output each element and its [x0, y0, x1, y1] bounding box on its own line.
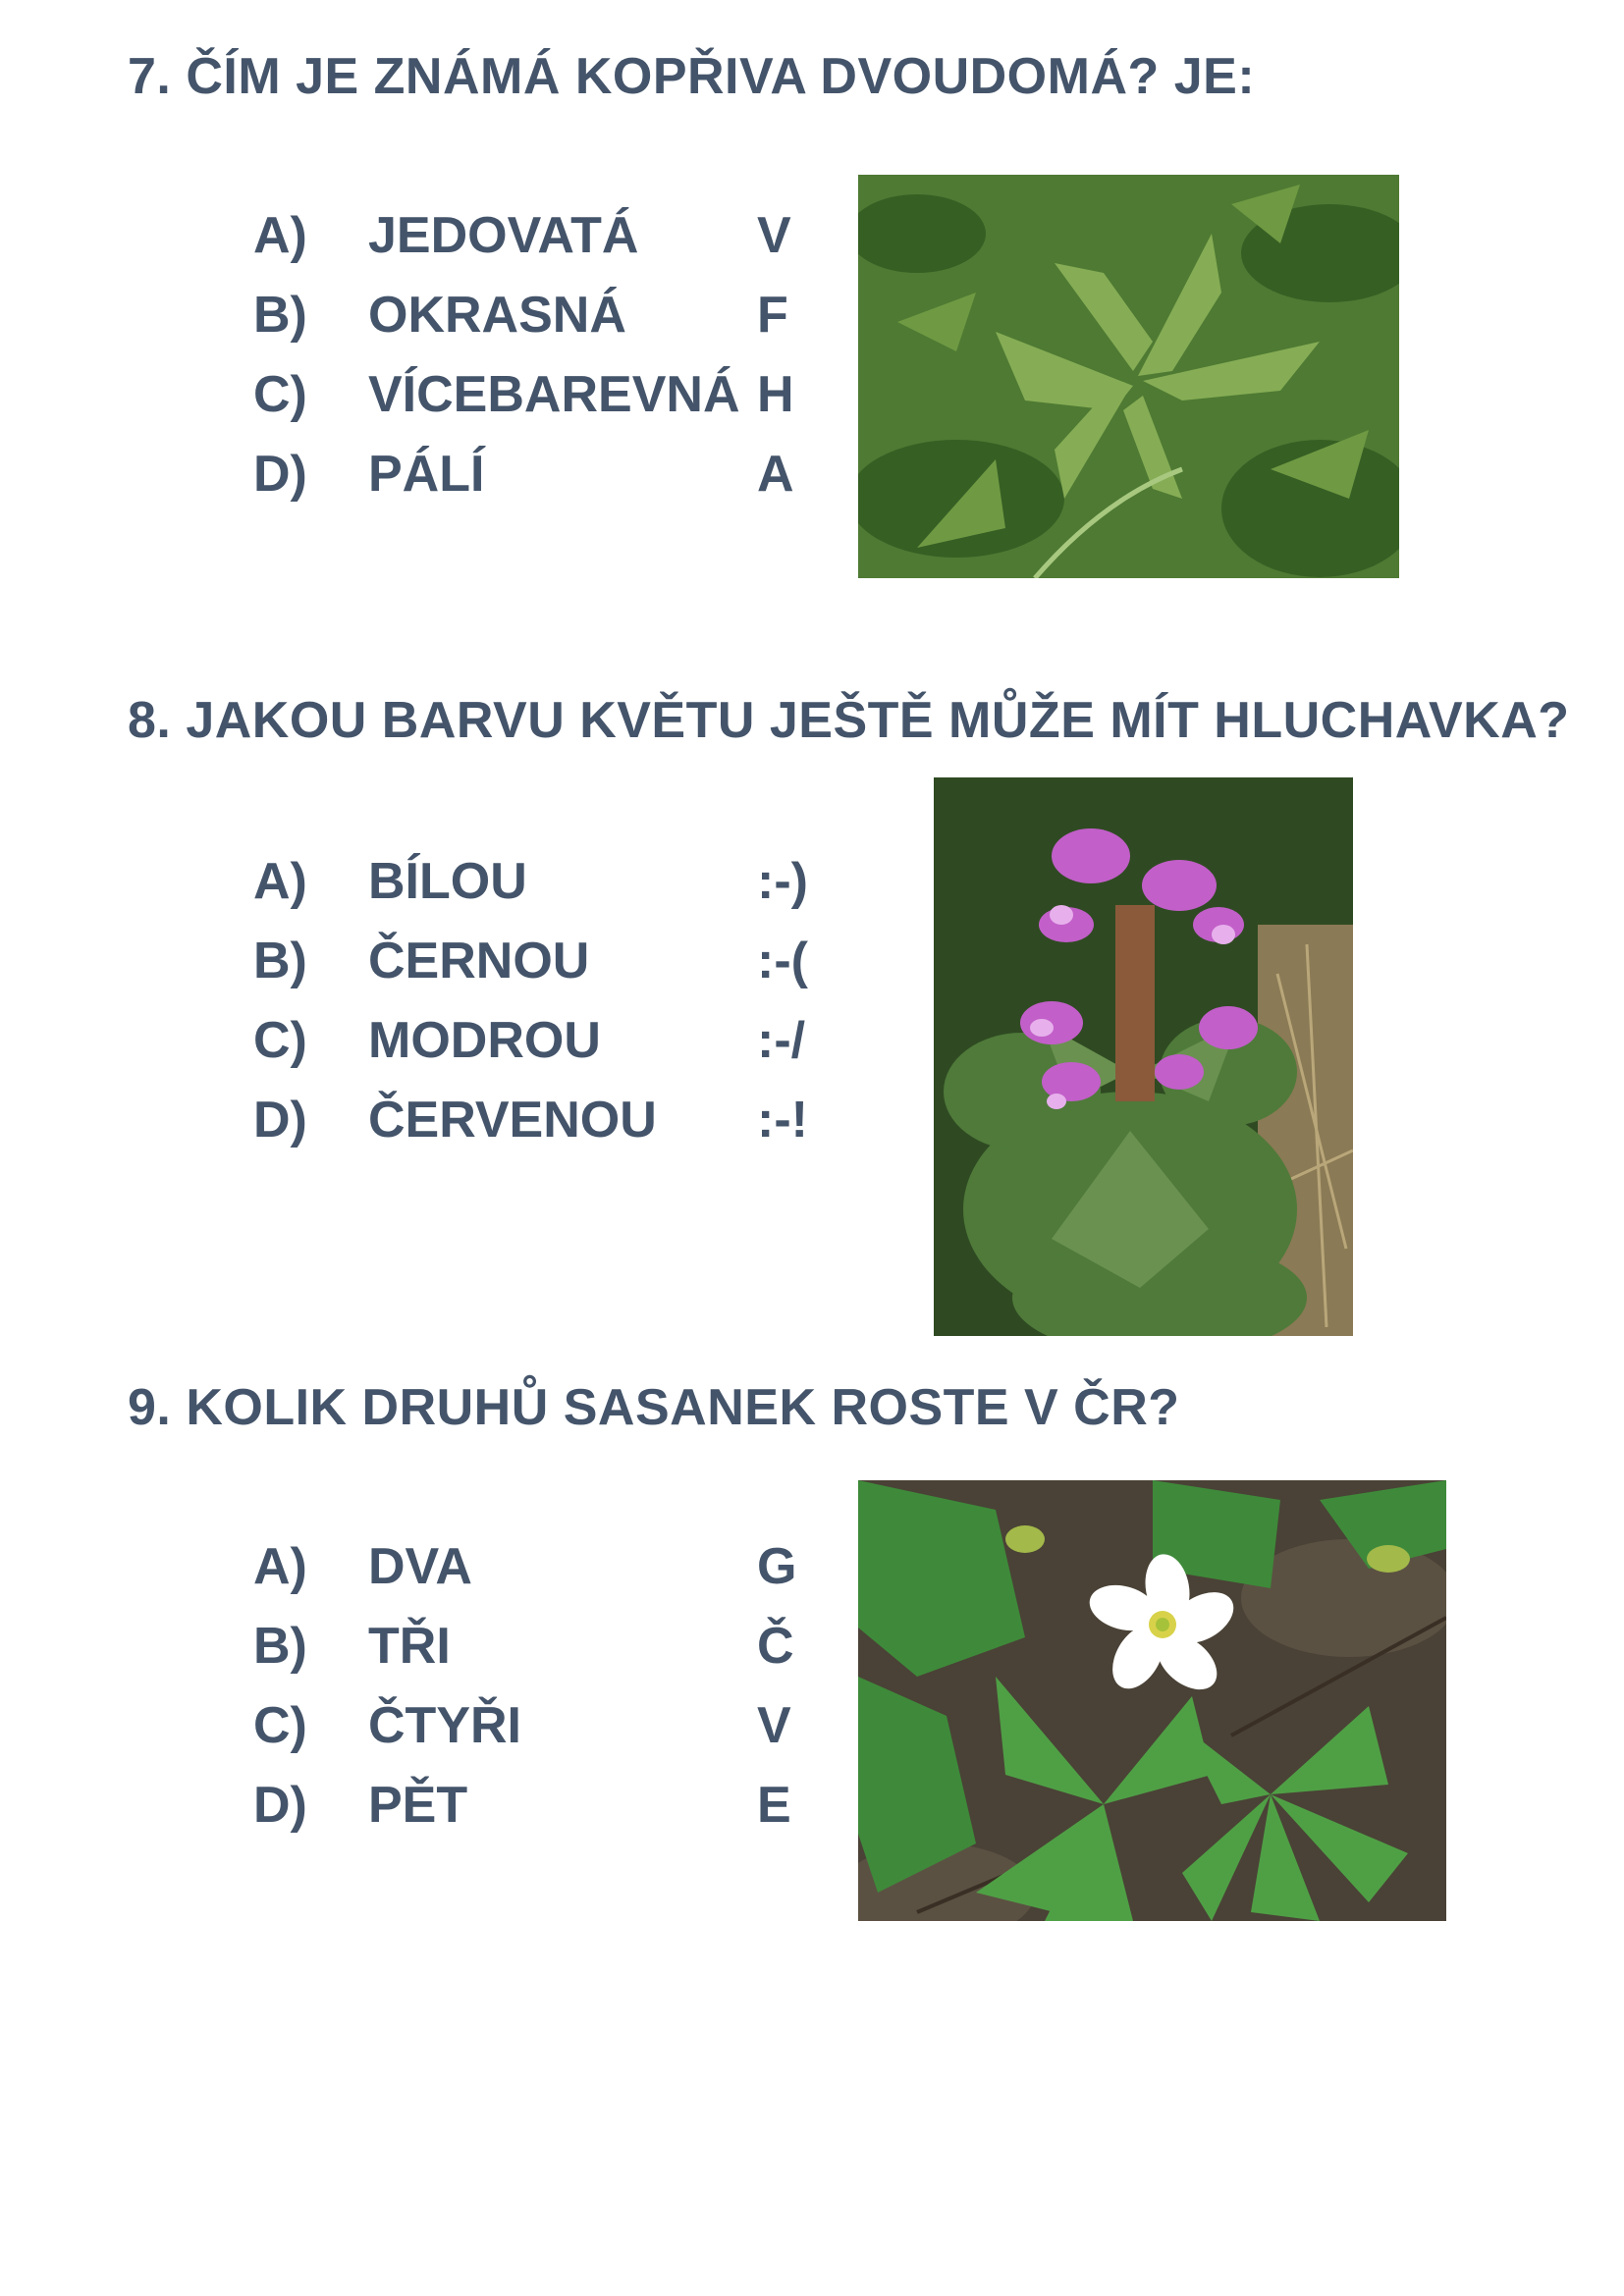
answer-letter: A) — [253, 1538, 307, 1595]
answer-letter: A) — [253, 853, 307, 910]
wood-anemone-flower-photo — [858, 1480, 1446, 1921]
answer-text: DVA — [368, 1538, 472, 1595]
answer-letter: D) — [253, 446, 307, 503]
answer-text: PĚT — [368, 1777, 468, 1834]
answer-text: ČTYŘI — [368, 1697, 521, 1754]
answer-text: OKRASNÁ — [368, 287, 626, 344]
answer-letter: C) — [253, 366, 307, 423]
answer-text: TŘI — [368, 1618, 451, 1675]
dead-nettle-flower-photo — [934, 777, 1353, 1336]
answer-letter: A) — [253, 207, 307, 264]
nettle-plant-photo — [858, 175, 1399, 578]
answer-code: V — [757, 207, 791, 264]
answer-code: V — [757, 1697, 791, 1754]
answer-text: JEDOVATÁ — [368, 207, 639, 264]
answer-letter: B) — [253, 287, 307, 344]
question-7-title: 7. ČÍM JE ZNÁMÁ KOPŘIVA DVOUDOMÁ? JE: — [128, 48, 1256, 105]
answer-letter: C) — [253, 1697, 307, 1754]
answer-letter: D) — [253, 1777, 307, 1834]
answer-text: ČERNOU — [368, 933, 590, 989]
answer-text: VÍCEBAREVNÁ — [368, 366, 740, 423]
answer-code: G — [757, 1538, 797, 1595]
answer-code: :-) — [757, 853, 808, 910]
question-8-title: 8. JAKOU BARVU KVĚTU JEŠTĚ MŮŽE MÍT HLUCHAVKA? — [128, 692, 1570, 749]
answer-code: :-( — [757, 933, 808, 989]
answer-text: ČERVENOU — [368, 1092, 657, 1148]
answer-code: H — [757, 366, 794, 423]
answer-text: PÁLÍ — [368, 446, 485, 503]
answer-letter: D) — [253, 1092, 307, 1148]
question-9-title: 9. KOLIK DRUHŮ SASANEK ROSTE V ČR? — [128, 1379, 1180, 1436]
answer-letter: B) — [253, 933, 307, 989]
answer-code: F — [757, 287, 788, 344]
answer-code: A — [757, 446, 794, 503]
answer-code: :-/ — [757, 1012, 806, 1069]
answer-code: :-! — [757, 1092, 808, 1148]
answer-letter: C) — [253, 1012, 307, 1069]
answer-code: Č — [757, 1618, 794, 1675]
answer-text: MODROU — [368, 1012, 601, 1069]
answer-letter: B) — [253, 1618, 307, 1675]
answer-code: E — [757, 1777, 791, 1834]
answer-text: BÍLOU — [368, 853, 527, 910]
